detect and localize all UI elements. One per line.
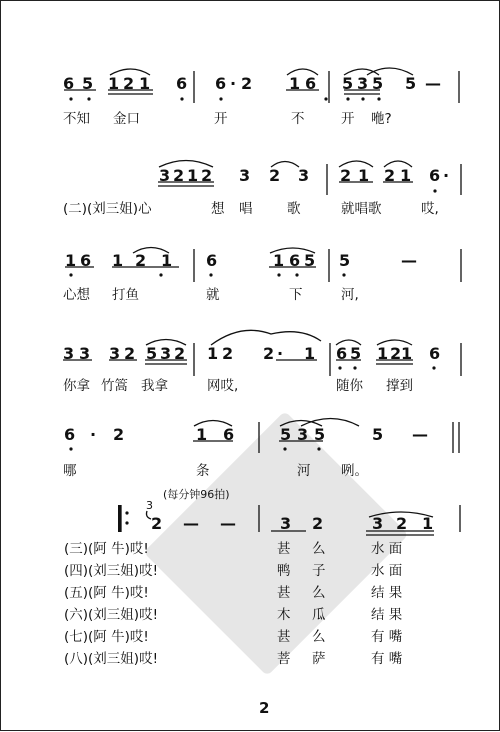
note: 5 (304, 251, 316, 270)
note: 5 (280, 425, 292, 444)
note: 1 (400, 166, 412, 185)
note: 5 (146, 344, 158, 363)
dash: — (412, 425, 428, 444)
note: 3 (280, 514, 292, 533)
lyric: 唱 (239, 201, 253, 217)
note: 2 (222, 344, 234, 363)
note: 5 (82, 74, 94, 93)
verse-word: 水 面 (371, 563, 403, 579)
lyric: 开 (214, 111, 228, 127)
verse-word: 瓜 (312, 607, 326, 623)
lyric: 条 (196, 463, 210, 479)
verse-word: 甚 (277, 629, 291, 645)
lyric: 金口 (113, 111, 140, 127)
lyric: 不 (291, 111, 305, 127)
lyric: 河 (297, 463, 311, 479)
lyric: 歌 (287, 201, 301, 217)
verse-label: (三)(阿 牛)哎! (64, 541, 149, 557)
note: 5 (372, 74, 384, 93)
tempo-marking: (每分钟96拍) (163, 488, 230, 501)
lyric: 就唱歌 (341, 201, 382, 217)
note: 1 (304, 344, 316, 363)
verse-word: 水 面 (371, 541, 403, 557)
note: 3 (79, 344, 91, 363)
dash: — (401, 251, 417, 270)
note: 6 (80, 251, 92, 270)
note: 1 (139, 74, 151, 93)
page-number: 2 (259, 699, 270, 717)
lyric: 我拿 (141, 378, 168, 394)
note: 1 (289, 74, 301, 93)
lyric: 网哎, (207, 378, 239, 394)
lyric: 咃? (371, 111, 392, 127)
note: 6 (305, 74, 317, 93)
note: 2 (201, 166, 213, 185)
lyric: 竹篙 (101, 378, 128, 394)
verse-word: 结 果 (371, 585, 403, 601)
note: 1 (401, 344, 413, 363)
verse-word: 子 (312, 563, 326, 579)
lyric: 就 (206, 287, 220, 303)
note: 1 (65, 251, 77, 270)
verse-word: 木 (277, 607, 291, 623)
lyric: 打鱼 (112, 287, 139, 303)
note: 2 (269, 166, 281, 185)
note: 2 (241, 74, 253, 93)
note: 2 (135, 251, 147, 270)
augmentation-dot: · (90, 425, 97, 444)
lyric: 哪 (63, 463, 77, 479)
verse-word: 么 (312, 541, 326, 557)
note: 1 (422, 514, 434, 533)
note: 6 (206, 251, 218, 270)
note: 3 (298, 166, 310, 185)
note: 6 (215, 74, 227, 93)
note: 2 (173, 166, 185, 185)
lyric: 撑到 (386, 378, 413, 394)
note: 2 (174, 344, 186, 363)
note: 6 (289, 251, 301, 270)
note: 3 (297, 425, 309, 444)
lyric: 开 (341, 111, 355, 127)
lyric: 心想 (63, 287, 90, 303)
note: 5 (314, 425, 326, 444)
verse-word: 萨 (312, 651, 326, 667)
note: 6 (64, 425, 76, 444)
note: 3 (372, 514, 384, 533)
note: 2 (340, 166, 352, 185)
note: 6 (176, 74, 188, 93)
note: 3 (63, 344, 75, 363)
note: 2 (384, 166, 396, 185)
verse-word: 么 (312, 585, 326, 601)
verse-label: (四)(刘三姐)哎! (64, 563, 158, 579)
verse-word: 有 嘴 (371, 629, 403, 645)
note: 1 (358, 166, 370, 185)
verse-word: 有 嘴 (371, 651, 403, 667)
dash: — (425, 74, 441, 93)
lyric: 想 (211, 201, 225, 217)
note: 1 (112, 251, 124, 270)
note: 1 (196, 425, 208, 444)
verse-label: (五)(阿 牛)哎! (64, 585, 149, 601)
augmentation-dot: · (277, 344, 284, 363)
note: 2 (123, 74, 135, 93)
note: 6 (336, 344, 348, 363)
lyric: 咧。 (341, 463, 368, 479)
verse-label: (七)(阿 牛)哎! (64, 629, 149, 645)
note: 2 (390, 344, 402, 363)
note: 5 (372, 425, 384, 444)
verse-word: 甚 (277, 541, 291, 557)
note: 1 (161, 251, 173, 270)
note: 2 (113, 425, 125, 444)
note: 2 (124, 344, 136, 363)
note: 3 (357, 74, 369, 93)
note: 2 (263, 344, 275, 363)
note: 1 (108, 74, 120, 93)
note: 5 (350, 344, 362, 363)
note: 3 (160, 344, 172, 363)
grace-note: 3 (146, 499, 153, 512)
verse-label: (八)(刘三姐)哎! (64, 651, 158, 667)
lyric: 不知 (63, 111, 90, 127)
note: 1 (273, 251, 285, 270)
note: 6 (429, 166, 441, 185)
augmentation-dot: · (230, 74, 237, 93)
note: 1 (187, 166, 199, 185)
numbered-notation-score (1, 1, 500, 732)
verse-word: 鸭 (277, 563, 291, 579)
note: 6 (63, 74, 75, 93)
lyric: 随你 (336, 378, 363, 394)
note: 5 (342, 74, 354, 93)
lyric: (二)(刘三姐)心 (63, 201, 152, 217)
note: 1 (207, 344, 219, 363)
lyric: 河, (341, 287, 359, 303)
note: 6 (223, 425, 235, 444)
verse-word: 菩 (277, 651, 291, 667)
lyric: 哎, (421, 201, 439, 217)
note: 6 (429, 344, 441, 363)
note: 2 (396, 514, 408, 533)
note: 1 (377, 344, 389, 363)
note: 3 (239, 166, 251, 185)
note: 2 (151, 514, 163, 533)
verse-word: 么 (312, 629, 326, 645)
augmentation-dot: · (443, 166, 450, 185)
lyric: 你拿 (63, 378, 90, 394)
dash: — (183, 514, 199, 533)
note: 2 (312, 514, 324, 533)
note: 3 (159, 166, 171, 185)
verse-word: 结 果 (371, 607, 403, 623)
verse-label: (六)(刘三姐)哎! (64, 607, 158, 623)
verse-word: 甚 (277, 585, 291, 601)
note: 5 (405, 74, 417, 93)
note: 3 (109, 344, 121, 363)
note: 5 (339, 251, 351, 270)
dash: — (220, 514, 236, 533)
lyric: 下 (289, 287, 303, 303)
